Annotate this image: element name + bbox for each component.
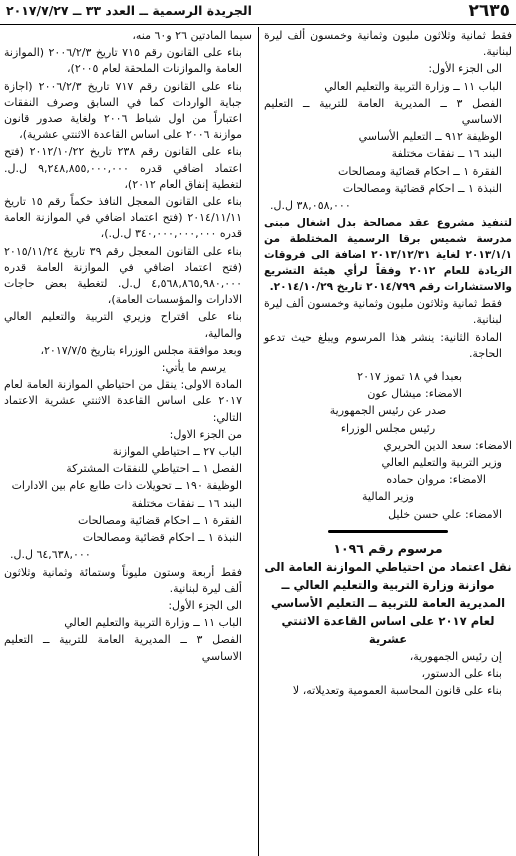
amount-value: ٣٨,٠٥٨,٠٠٠ ل.ل. — [270, 199, 351, 213]
decree-title: مرسوم رقم ١٠٩٦ — [333, 540, 443, 556]
text-line: بناء على القانون رقم ٧١٥ تاريخ ٢٠٠٦/٢/٣ (الموازنة العامة والموازنات الملحقة لعام ٢٠٠٥)، — [4, 46, 242, 76]
text-line: البند ١٦ ــ نفقات مختلفة — [391, 147, 502, 161]
right-column — [264, 28, 512, 701]
text-line: وبعد موافقة مجلس الوزراء بتاريخ ٢٠١٧/٧/٥، — [40, 343, 242, 357]
column-divider — [258, 27, 259, 856]
text-line: الفصل ٣ ــ المديرية العامة للتربية ــ التعليم الاساسي — [264, 96, 502, 127]
text-line: الوظيفة ١٩٠ ــ تحويلات ذات طابع عام بين الادارات — [11, 479, 242, 493]
date-line: بعبدا في ١٨ تموز ٢٠١٧ — [357, 370, 462, 384]
text-line: بناء على اقتراح وزيري التربية والتعليم العالي والمالية، — [4, 310, 242, 340]
text-line: الباب ١١ ــ وزارة التربية والتعليم العالي — [324, 79, 502, 93]
text-line: إن رئيس الجمهورية، — [409, 650, 502, 664]
text-line: بناء على قانون المحاسبة العمومية وتعديلاته، لا — [292, 684, 502, 698]
project-description: لتنفيذ مشروع عقد مصالحة بدل اشغال مبنى مدرسة شميس برقا الرسمية المختلطة من ٢٠١٣/١/١ لغاية ٢٠١٣/١٢/٣١ اضافة الى فروقات الزيادة للعام ٢٠١٢ وفقاً لرأي هيئة التشريع والاستشارات رقم ٢٠١٤/٧٩٩ تاريخ ٢٠١٤/١٠/٢٩. — [264, 217, 512, 294]
section-separator — [264, 525, 512, 539]
signature-line: الامضاء: علي حسن خليل — [388, 507, 502, 521]
text-line: الفصل ٣ ــ المديرية العامة للتربية ــ التعليم الاساسي — [4, 633, 242, 663]
article-one: المادة الاولى: ينقل من احتياطي الموازنة العامة لعام ٢٠١٧ على اساس القاعدة الاثنتي عشرية الاعتماد التالي: — [4, 378, 242, 424]
text-line: الوظيفة ٩١٢ ــ التعليم الأساسي — [358, 130, 502, 144]
text-line: النبذة ١ ــ احكام قضائية ومصالحات — [342, 181, 502, 195]
text-line: بناء على الدستور، — [421, 667, 502, 681]
page-number: ٢٦٣٥ — [468, 1, 510, 21]
signatory-role: وزير المالية — [362, 490, 414, 504]
text-line: بناء على القانون المعجل رقم ٣٩ تاريخ ٢٠١٥/١١/٢٤ (فتح اعتماد اضافي في الموازنة العامة قدره ٤,٥٦٨,٨٦٥,٩٨٠,٠٠٠ ل.ل. لتغطية بعض حاجات الادارات والمؤسسات العامة)، — [4, 244, 242, 307]
signature-line: الامضاء: ميشال عون — [367, 387, 462, 401]
signatory-role: رئيس مجلس الوزراء — [340, 421, 436, 435]
amount-value: ٦٤,٦٣٨,٠٠٠ ل.ل. — [10, 548, 91, 562]
amount — [264, 198, 512, 214]
text-line: الفقرة ١ ــ احكام قضائية ومصالحات — [77, 513, 242, 527]
text-line: من الجزء الاول: — [169, 427, 242, 441]
amount — [4, 547, 252, 563]
signature-line: الامضاء: مروان حماده — [386, 473, 486, 487]
text-line: النبذة ١ ــ احكام قضائية ومصالحات — [82, 531, 242, 545]
text-line: يرسم ما يأتي: — [161, 361, 226, 375]
text-line: فقط أربعة وستون مليوناً وستمائة وثمانية وثلاثون ألف ليرة لبنانية. — [4, 565, 242, 595]
text-line: فقط ثمانية وثلاثون مليون وثمانية وخمسون ألف ليرة لبنانية. — [264, 297, 502, 327]
text-line: الباب ٢٧ ــ احتياطي الموازنة — [112, 445, 242, 459]
gazette-title: الجريدة الرسمية ــ العدد ٣٣ ــ ٢٠١٧/٧/٢٧ — [6, 3, 252, 18]
page-header — [0, 0, 516, 24]
text-line: الفقرة ١ ــ احكام قضائية ومصالحات — [337, 164, 502, 178]
signature-line: الامضاء: سعد الدين الحريري — [383, 438, 512, 452]
text-line: بناء على القانون المعجل النافذ حكماً رقم ١٥ تاريخ ٢٠١٤/١١/١١ (فتح اعتماد اضافي في الموازنة العامة قدره ٣٤٠,٠٠٠,٠٠٠,٠٠٠ ل.ل.)، — [4, 195, 242, 241]
separator-bar — [328, 530, 448, 533]
text-line: بناء على القانون رقم ٧١٧ تاريخ ٢٠٠٦/٢/٣ (اجازة جباية الواردات كما في السابق وصرف النفقات اعتباراً من اول شباط ٢٠٠٦ ولغاية صدور قانون موازنة ٢٠٠٦ على اساس القاعدة الاثنتي عشرية)، — [4, 79, 242, 142]
text-line: سيما المادتين ٢٦ و٦٠ منه، — [132, 29, 252, 42]
text-line: الفصل ١ ــ احتياطي للنفقات المشتركة — [66, 462, 242, 476]
text-line: البند ١٦ ــ نفقات مختلفة — [131, 496, 242, 510]
signatory-role: وزير التربية والتعليم العالي — [381, 456, 502, 470]
text-line: فقط ثمانية وثلاثون مليون وثمانية وخمسون ألف ليرة لبنانية. — [264, 29, 512, 59]
article-two: المادة الثانية: ينشر هذا المرسوم ويبلغ حيث تدعو الحاجة. — [264, 330, 502, 360]
left-column — [4, 28, 252, 666]
text-line: الباب ١١ ــ وزارة التربية والتعليم العالي — [64, 616, 242, 630]
text-line: بناء على القانون رقم ٢٣٨ تاريخ ٢٠١٢/١٠/٢٢ (فتح اعتماد اضافي قدره ٩,٢٤٨,٨٥٥,٠٠٠,٠٠٠ ل.ل. لتغطية إنفاق العام ٢٠١٢)، — [4, 145, 242, 191]
issued-by: صدر عن رئيس الجمهورية — [329, 404, 447, 418]
text-line: الى الجزء الأول: — [168, 598, 242, 612]
text-line: الى الجزء الأول: — [428, 62, 502, 76]
decree-subtitle: نقل اعتماد من احتياطي الموازنة العامة الى موازنة وزارة التربية والتعليم العالي ــ المديرية العامة للتربية ــ التعليم الأساسي لعام ٢٠١٧ على اساس القاعدة الاثنتي عشرية — [264, 560, 512, 647]
header-rule — [0, 24, 516, 25]
